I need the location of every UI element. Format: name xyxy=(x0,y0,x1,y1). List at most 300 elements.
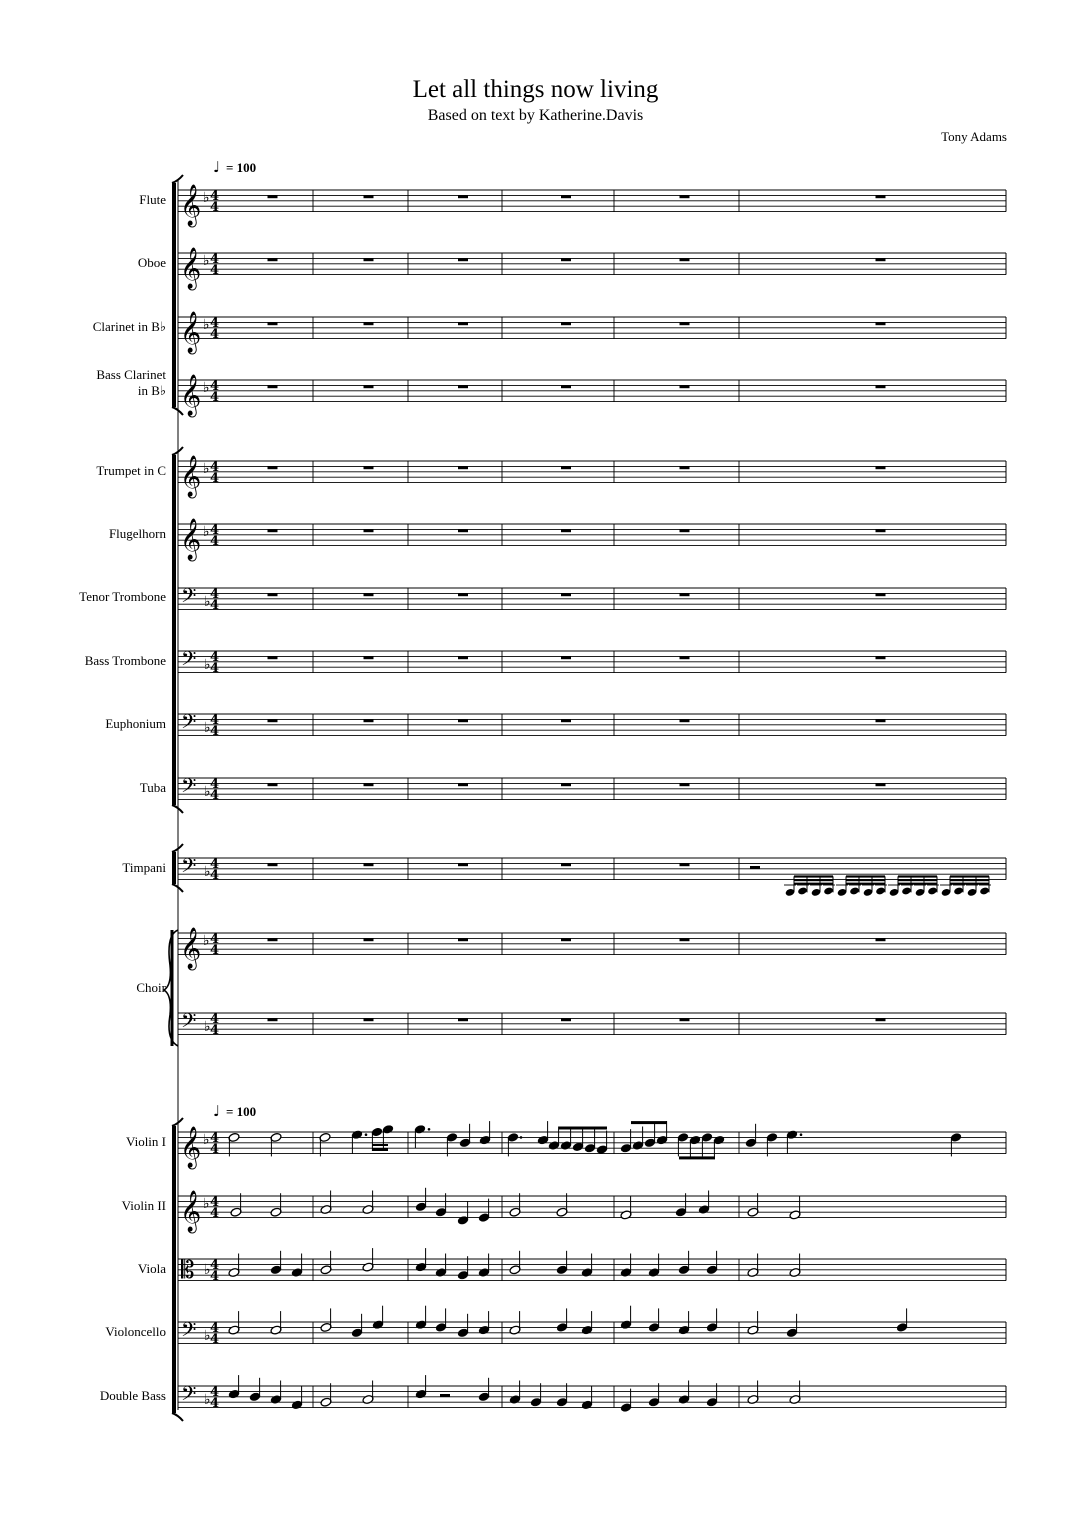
whole-rest xyxy=(364,195,374,198)
instrument-label: Euphonium xyxy=(105,716,166,731)
time-sig-bottom: 4 xyxy=(210,724,220,739)
bass-clef-icon: 𝄢 xyxy=(181,710,197,738)
note xyxy=(706,1251,718,1275)
note xyxy=(351,1314,363,1338)
staff-3 xyxy=(178,380,1006,402)
beam xyxy=(372,1144,388,1146)
time-sig-top: 4 xyxy=(210,460,220,475)
beam xyxy=(794,883,833,885)
beam xyxy=(898,879,937,881)
note xyxy=(249,1378,261,1402)
time-sig-top: 4 xyxy=(210,1321,220,1336)
note xyxy=(270,1132,282,1156)
whole-rest xyxy=(561,656,571,659)
note xyxy=(270,1381,282,1405)
key-flat: ♭ xyxy=(204,1262,211,1278)
note xyxy=(581,1254,593,1278)
time-sig-bottom: 4 xyxy=(210,868,220,883)
tempo-note-icon: ♩ xyxy=(213,1102,221,1120)
time-sig-bottom: 4 xyxy=(210,661,220,676)
whole-rest xyxy=(680,258,690,261)
whole-rest xyxy=(876,322,886,325)
time-sig-bottom: 4 xyxy=(210,943,220,958)
beam xyxy=(950,879,989,881)
whole-rest xyxy=(561,466,571,469)
time-sig-top: 4 xyxy=(210,316,220,331)
whole-rest xyxy=(561,385,571,388)
time-sig-bottom: 4 xyxy=(210,263,220,278)
whole-rest xyxy=(561,529,571,532)
note xyxy=(351,1130,363,1154)
whole-rest xyxy=(364,656,374,659)
time-sig-bottom: 4 xyxy=(210,1269,220,1284)
note xyxy=(270,1311,282,1335)
whole-rest xyxy=(680,385,690,388)
beam xyxy=(794,879,833,881)
note xyxy=(320,1308,332,1332)
whole-rest xyxy=(561,322,571,325)
whole-rest xyxy=(876,466,886,469)
timpani-note xyxy=(927,886,937,895)
note xyxy=(457,1314,469,1338)
dot xyxy=(520,1136,523,1139)
treble-clef-icon: 𝄞 xyxy=(180,248,202,289)
beam xyxy=(794,875,833,877)
whole-rest xyxy=(680,593,690,596)
whole-rest xyxy=(458,863,468,866)
time-sig-top: 4 xyxy=(210,1012,220,1027)
note xyxy=(698,1191,710,1215)
staff-6 xyxy=(178,588,1006,610)
time-sig-top: 4 xyxy=(210,1195,220,1210)
staff-8 xyxy=(178,714,1006,736)
bracket-hook xyxy=(172,1413,183,1421)
dot xyxy=(365,1133,368,1136)
note xyxy=(786,1314,798,1338)
instrument-label: Bass Trombone xyxy=(84,653,166,668)
whole-rest xyxy=(458,783,468,786)
note xyxy=(556,1383,568,1407)
key-flat: ♭ xyxy=(203,524,210,540)
whole-rest xyxy=(876,529,886,532)
tempo-note-icon: ♩ xyxy=(213,158,221,176)
instrument-label: Tenor Trombone xyxy=(79,589,166,604)
timpani-note xyxy=(901,886,911,895)
group-bracket xyxy=(172,455,176,805)
key-flat: ♭ xyxy=(203,190,210,206)
whole-rest xyxy=(876,938,886,941)
note xyxy=(713,1135,725,1159)
note xyxy=(620,1306,632,1330)
note xyxy=(320,1251,332,1275)
beam xyxy=(950,883,989,885)
note xyxy=(556,1193,568,1217)
time-sig-bottom: 4 xyxy=(210,200,220,215)
note xyxy=(435,1254,447,1278)
half-rest xyxy=(750,866,760,869)
note xyxy=(620,1196,632,1220)
instrument-label: Flugelhorn xyxy=(108,526,166,541)
note xyxy=(478,1199,490,1223)
time-sig-top: 4 xyxy=(210,932,220,947)
note xyxy=(478,1378,490,1402)
timpani-note xyxy=(953,886,963,895)
note xyxy=(896,1308,908,1332)
bass-clef-icon: 𝄢 xyxy=(181,1009,197,1037)
time-sig-bottom: 4 xyxy=(210,1206,220,1221)
note xyxy=(747,1311,759,1335)
instrument-label: Clarinet in B♭ xyxy=(92,319,166,334)
whole-rest xyxy=(876,593,886,596)
group-bracket xyxy=(172,183,176,407)
whole-rest xyxy=(876,719,886,722)
note xyxy=(789,1196,801,1220)
whole-rest xyxy=(364,258,374,261)
whole-rest xyxy=(876,783,886,786)
treble-clef-icon: 𝄞 xyxy=(180,185,202,226)
note xyxy=(745,1124,757,1148)
note xyxy=(291,1386,303,1410)
bass-clef-icon: 𝄢 xyxy=(181,1318,197,1346)
note xyxy=(509,1381,521,1405)
note xyxy=(689,1135,701,1159)
whole-rest xyxy=(458,258,468,261)
whole-rest xyxy=(680,195,690,198)
instrument-label: Double Bass xyxy=(99,1388,166,1403)
note xyxy=(509,1251,521,1275)
instrument-label: Timpani xyxy=(122,860,166,875)
key-flat: ♭ xyxy=(203,1196,210,1212)
group-bracket xyxy=(172,1126,176,1413)
key-flat: ♭ xyxy=(204,720,211,736)
treble-clef-icon: 𝄞 xyxy=(180,1127,202,1168)
note xyxy=(479,1121,491,1145)
whole-rest xyxy=(680,783,690,786)
note xyxy=(270,1251,282,1275)
note xyxy=(478,1254,490,1278)
instrument-label: Oboe xyxy=(137,255,166,270)
time-sig-bottom: 4 xyxy=(210,1332,220,1347)
key-flat: ♭ xyxy=(204,657,211,673)
timpani-note xyxy=(875,886,885,895)
whole-rest xyxy=(364,783,374,786)
note xyxy=(560,1127,572,1151)
bass-clef-icon: 𝄢 xyxy=(181,1382,197,1410)
whole-rest xyxy=(364,529,374,532)
whole-rest xyxy=(680,863,690,866)
whole-rest xyxy=(364,938,374,941)
note xyxy=(678,1381,690,1405)
note xyxy=(228,1311,240,1335)
staff-7 xyxy=(178,651,1006,673)
note xyxy=(678,1251,690,1275)
note xyxy=(362,1381,374,1405)
whole-rest xyxy=(561,593,571,596)
note xyxy=(415,1375,427,1399)
whole-rest xyxy=(561,258,571,261)
whole-rest xyxy=(364,593,374,596)
staff-1 xyxy=(178,253,1006,275)
bass-clef-icon: 𝄢 xyxy=(181,647,197,675)
time-sig-bottom: 4 xyxy=(210,390,220,405)
beam xyxy=(372,1148,388,1151)
whole-rest xyxy=(876,656,886,659)
note xyxy=(435,1308,447,1332)
dot xyxy=(428,1128,431,1131)
note xyxy=(414,1124,426,1148)
beam xyxy=(846,875,885,877)
whole-rest xyxy=(268,783,278,786)
treble-clef-icon: 𝄞 xyxy=(180,1191,202,1232)
note xyxy=(548,1127,560,1151)
whole-rest xyxy=(561,783,571,786)
note xyxy=(320,1383,332,1407)
time-sig-bottom: 4 xyxy=(210,471,220,486)
note xyxy=(648,1308,660,1332)
whole-rest xyxy=(680,1018,690,1021)
key-flat: ♭ xyxy=(204,784,211,800)
note xyxy=(457,1201,469,1225)
note xyxy=(648,1383,660,1407)
note xyxy=(789,1381,801,1405)
key-flat: ♭ xyxy=(204,1019,211,1035)
time-sig-top: 4 xyxy=(210,777,220,792)
whole-rest xyxy=(561,719,571,722)
beam xyxy=(679,1156,715,1159)
whole-rest xyxy=(680,322,690,325)
note xyxy=(706,1383,718,1407)
instrument-label: Choir xyxy=(136,980,166,995)
note xyxy=(632,1127,644,1151)
staff-0 xyxy=(178,190,1006,212)
staff-14 xyxy=(178,1196,1006,1218)
time-sig-bottom: 4 xyxy=(210,1396,220,1411)
note xyxy=(228,1375,240,1399)
note xyxy=(620,1389,632,1413)
whole-rest xyxy=(458,938,468,941)
staff-11 xyxy=(178,933,1006,955)
treble-clef-icon: 𝄞 xyxy=(180,928,202,969)
time-sig-bottom: 4 xyxy=(210,598,220,613)
composer-name: Tony Adams xyxy=(941,129,1007,144)
timpani-note xyxy=(823,886,833,895)
whole-rest xyxy=(364,385,374,388)
tempo-mark: = 100 xyxy=(226,1104,257,1119)
whole-rest xyxy=(364,322,374,325)
note xyxy=(556,1308,568,1332)
tempo-mark: = 100 xyxy=(226,160,257,175)
whole-rest xyxy=(268,529,278,532)
note xyxy=(677,1132,689,1156)
time-sig-bottom: 4 xyxy=(210,327,220,342)
beam xyxy=(898,875,937,877)
note xyxy=(789,1254,801,1278)
instrument-label: Violoncello xyxy=(105,1324,166,1339)
instrument-label: Flute xyxy=(139,192,166,207)
whole-rest xyxy=(680,719,690,722)
key-flat: ♭ xyxy=(203,1132,210,1148)
time-sig-bottom: 4 xyxy=(210,1142,220,1157)
whole-rest xyxy=(680,466,690,469)
dot xyxy=(800,1133,803,1136)
note xyxy=(362,1191,374,1215)
treble-clef-icon: 𝄞 xyxy=(180,456,202,497)
key-flat: ♭ xyxy=(203,380,210,396)
note xyxy=(291,1254,303,1278)
bass-clef-icon: 𝄢 xyxy=(181,774,197,802)
note xyxy=(509,1193,521,1217)
beam xyxy=(559,1127,607,1130)
treble-clef-icon: 𝄞 xyxy=(180,375,202,416)
beam xyxy=(631,1121,667,1124)
note xyxy=(620,1129,632,1153)
note xyxy=(581,1386,593,1410)
key-flat: ♭ xyxy=(204,864,211,880)
whole-rest xyxy=(458,656,468,659)
note xyxy=(747,1193,759,1217)
note xyxy=(270,1193,282,1217)
whole-rest xyxy=(268,593,278,596)
note xyxy=(478,1311,490,1335)
note xyxy=(228,1254,240,1278)
key-flat: ♭ xyxy=(203,933,210,949)
key-flat: ♭ xyxy=(203,317,210,333)
group-bracket xyxy=(172,852,176,884)
note xyxy=(372,1306,384,1330)
note xyxy=(230,1193,242,1217)
note xyxy=(678,1311,690,1335)
whole-rest xyxy=(268,258,278,261)
whole-rest xyxy=(561,863,571,866)
note xyxy=(675,1193,687,1217)
staff-12 xyxy=(178,1013,1006,1035)
key-flat: ♭ xyxy=(203,461,210,477)
note xyxy=(556,1251,568,1275)
whole-rest xyxy=(680,938,690,941)
note xyxy=(530,1383,542,1407)
note xyxy=(457,1256,469,1280)
time-sig-top: 4 xyxy=(210,523,220,538)
whole-rest xyxy=(458,466,468,469)
timpani-note xyxy=(849,886,859,895)
note xyxy=(584,1129,596,1153)
whole-rest xyxy=(364,1018,374,1021)
score-title: Let all things now living xyxy=(412,76,659,103)
beam xyxy=(846,883,885,885)
whole-rest xyxy=(364,466,374,469)
whole-rest xyxy=(268,1018,278,1021)
time-sig-top: 4 xyxy=(210,713,220,728)
timpani-note xyxy=(797,886,807,895)
note xyxy=(371,1127,383,1151)
treble-clef-icon: 𝄞 xyxy=(180,519,202,560)
whole-rest xyxy=(680,656,690,659)
note xyxy=(620,1254,632,1278)
key-flat: ♭ xyxy=(204,1392,211,1408)
note xyxy=(950,1132,962,1156)
staff-9 xyxy=(178,778,1006,800)
whole-rest xyxy=(268,719,278,722)
whole-rest xyxy=(268,938,278,941)
time-sig-bottom: 4 xyxy=(210,788,220,803)
instrument-label: Bass Clarinet in B♭ xyxy=(96,367,166,398)
half-rest xyxy=(440,1394,450,1397)
note xyxy=(644,1124,656,1148)
whole-rest xyxy=(876,385,886,388)
note xyxy=(320,1191,332,1215)
instrument-label: Trumpet in C xyxy=(96,463,166,478)
whole-rest xyxy=(268,322,278,325)
time-sig-top: 4 xyxy=(210,189,220,204)
note xyxy=(786,1130,798,1154)
whole-rest xyxy=(458,529,468,532)
time-sig-bottom: 4 xyxy=(210,1023,220,1038)
note xyxy=(228,1132,240,1156)
instrument-label: Violin I xyxy=(125,1134,166,1149)
whole-rest xyxy=(680,529,690,532)
whole-rest xyxy=(268,863,278,866)
score-subtitle: Based on text by Katherine.Davis xyxy=(427,107,644,124)
note xyxy=(766,1132,778,1156)
beam xyxy=(846,879,885,881)
whole-rest xyxy=(268,466,278,469)
time-sig-top: 4 xyxy=(210,857,220,872)
beam xyxy=(950,875,989,877)
note xyxy=(701,1132,713,1156)
whole-rest xyxy=(458,719,468,722)
note xyxy=(446,1132,458,1156)
note xyxy=(581,1311,593,1335)
note xyxy=(415,1306,427,1330)
note xyxy=(656,1121,668,1145)
note xyxy=(415,1248,427,1272)
time-sig-top: 4 xyxy=(210,1258,220,1273)
note xyxy=(572,1128,584,1152)
treble-clef-icon: 𝄞 xyxy=(180,312,202,353)
whole-rest xyxy=(561,938,571,941)
staff-5 xyxy=(178,524,1006,546)
whole-rest xyxy=(458,593,468,596)
whole-rest xyxy=(458,195,468,198)
whole-rest xyxy=(268,385,278,388)
note xyxy=(509,1311,521,1335)
key-flat: ♭ xyxy=(203,253,210,269)
instrument-label: Tuba xyxy=(139,780,166,795)
note xyxy=(435,1193,447,1217)
whole-rest xyxy=(876,195,886,198)
beam xyxy=(898,883,937,885)
note xyxy=(415,1188,427,1212)
whole-rest xyxy=(458,322,468,325)
time-sig-top: 4 xyxy=(210,252,220,267)
note xyxy=(319,1132,331,1156)
staff-2 xyxy=(178,317,1006,339)
whole-rest xyxy=(268,195,278,198)
whole-rest xyxy=(876,258,886,261)
note xyxy=(648,1254,660,1278)
time-sig-top: 4 xyxy=(210,587,220,602)
whole-rest xyxy=(561,1018,571,1021)
note xyxy=(747,1254,759,1278)
alto-clef-icon: 𝄡 xyxy=(181,1256,195,1284)
staff-4 xyxy=(178,461,1006,483)
key-flat: ♭ xyxy=(204,1328,211,1344)
whole-rest xyxy=(876,1018,886,1021)
whole-rest xyxy=(268,656,278,659)
time-sig-top: 4 xyxy=(210,1131,220,1146)
time-sig-top: 4 xyxy=(210,650,220,665)
whole-rest xyxy=(364,863,374,866)
